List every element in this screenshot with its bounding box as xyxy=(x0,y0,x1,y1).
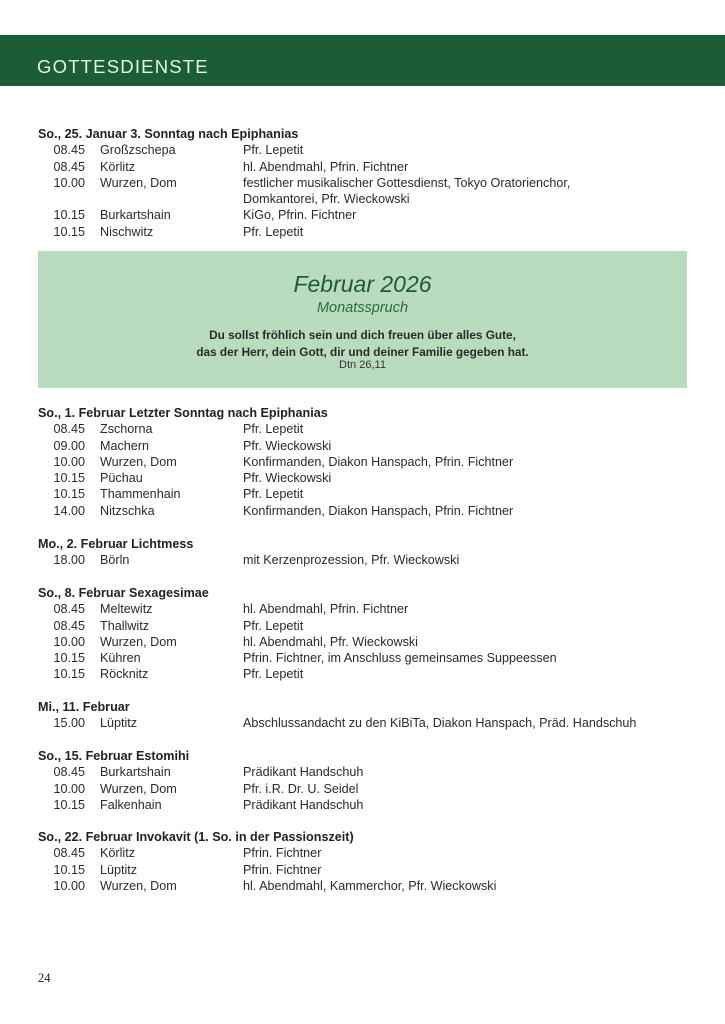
monthly-verse xyxy=(38,327,687,360)
service-description: KiGo, Pfrin. Fichtner xyxy=(243,208,357,223)
service-day xyxy=(38,585,698,683)
service-description: hl. Abendmahl, Pfrin. Fichtner xyxy=(243,159,409,174)
monthly-verse-box xyxy=(38,251,687,388)
service-time: 15.00 xyxy=(53,716,85,731)
service-place: Lüptitz xyxy=(100,716,138,731)
verse-line: Du sollst fröhlich sein und dich freuen über alles Gute, xyxy=(209,328,516,342)
service-day xyxy=(38,405,698,519)
service-row xyxy=(38,650,698,666)
service-description: Prädikant Handschuh xyxy=(243,797,364,812)
service-row xyxy=(38,470,698,486)
service-time: 10.00 xyxy=(53,781,85,796)
service-description: Pfr. Wieckowski xyxy=(243,471,332,486)
service-time: 10.15 xyxy=(53,651,85,666)
service-day xyxy=(38,699,698,732)
service-row xyxy=(38,781,698,797)
service-day xyxy=(38,126,698,240)
service-description: Pfr. Lepetit xyxy=(243,618,304,633)
service-description: Pfr. Lepetit xyxy=(243,224,304,239)
service-place: Großzschepa xyxy=(100,143,176,158)
service-day-heading: So., 25. Januar 3. Sonntag nach Epiphanias xyxy=(38,127,299,141)
service-day-heading: Mo., 2. Februar Lichtmess xyxy=(38,537,194,551)
service-row xyxy=(38,552,698,568)
service-row xyxy=(38,421,698,437)
service-row xyxy=(38,878,698,894)
service-day-heading: So., 15. Februar Estomihi xyxy=(38,749,190,763)
service-description: Pfr. Lepetit xyxy=(243,487,304,502)
service-day xyxy=(38,748,698,813)
service-day xyxy=(38,536,698,569)
service-day-heading: Mi., 11. Februar xyxy=(38,700,130,714)
service-row xyxy=(38,503,698,519)
service-time: 10.15 xyxy=(53,862,85,877)
service-description: Pfrin. Fichtner xyxy=(243,846,322,861)
service-time: 10.00 xyxy=(53,634,85,649)
service-row xyxy=(38,666,698,682)
service-description: Konfirmanden, Diakon Hanspach, Pfrin. Fichtner xyxy=(243,454,514,469)
service-description: hl. Abendmahl, Pfr. Wieckowski xyxy=(243,634,418,649)
service-time: 10.15 xyxy=(53,208,85,223)
service-place: Börln xyxy=(100,553,130,568)
verse-line: das der Herr, dein Gott, dir und deiner Familie gegeben hat. xyxy=(196,344,529,359)
service-time: 08.45 xyxy=(53,143,85,158)
service-row xyxy=(38,618,698,634)
service-place: Lüptitz xyxy=(100,862,138,877)
service-place: Wurzen, Dom xyxy=(100,634,177,649)
month-title: Februar 2026 xyxy=(293,271,432,297)
service-time: 08.45 xyxy=(53,602,85,617)
service-time: 18.00 xyxy=(53,553,85,568)
service-row xyxy=(38,486,698,502)
service-place: Körlitz xyxy=(100,159,135,174)
service-row xyxy=(38,715,698,731)
service-row xyxy=(38,175,698,191)
service-place: Wurzen, Dom xyxy=(100,175,177,190)
service-place: Püchau xyxy=(100,471,143,486)
service-row xyxy=(38,601,698,617)
service-time: 10.15 xyxy=(53,487,85,502)
service-time: 14.00 xyxy=(53,503,85,518)
service-description: Pfrin. Fichtner, im Anschluss gemeinsames Suppeessen xyxy=(243,651,557,666)
service-description: Pfr. Lepetit xyxy=(243,143,304,158)
service-row xyxy=(38,634,698,650)
service-place: Falkenhain xyxy=(100,797,162,812)
service-place: Nischwitz xyxy=(100,224,154,239)
service-day-heading: So., 1. Februar Letzter Sonntag nach Epiphanias xyxy=(38,406,328,420)
service-description: hl. Abendmahl, Kammerchor, Pfr. Wieckowski xyxy=(243,878,497,893)
service-row xyxy=(38,159,698,175)
service-row xyxy=(38,224,698,240)
service-day-heading: So., 22. Februar Invokavit (1. So. in der Passionszeit) xyxy=(38,830,354,844)
service-time: 08.45 xyxy=(53,422,85,437)
service-description: festlicher musikalischer Gottesdienst, Tokyo Oratorienchor, xyxy=(243,175,571,190)
service-row xyxy=(38,142,698,158)
service-place: Machern xyxy=(100,438,149,453)
service-row xyxy=(38,845,698,861)
service-time: 10.00 xyxy=(53,175,85,190)
service-time: 10.00 xyxy=(53,454,85,469)
service-description: Abschlussandacht zu den KiBiTa, Diakon Hanspach, Präd. Handschuh xyxy=(243,716,637,731)
service-time: 10.15 xyxy=(53,471,85,486)
service-time: 10.15 xyxy=(53,224,85,239)
service-place: Wurzen, Dom xyxy=(100,878,177,893)
service-place: Burkartshain xyxy=(100,765,171,780)
service-row xyxy=(38,438,698,454)
service-place: Wurzen, Dom xyxy=(100,781,177,796)
service-description: Pfr. i.R. Dr. U. Seidel xyxy=(243,781,359,796)
service-description: Prädikant Handschuh xyxy=(243,765,364,780)
service-row xyxy=(38,797,698,813)
service-place: Körlitz xyxy=(100,846,135,861)
service-row xyxy=(38,207,698,223)
service-description: Pfr. Lepetit xyxy=(243,422,304,437)
service-time: 10.15 xyxy=(53,667,85,682)
service-description: Pfr. Lepetit xyxy=(243,667,304,682)
verse-reference: Dtn 26,11 xyxy=(339,359,386,371)
service-place: Thallwitz xyxy=(100,618,149,633)
service-day-heading: So., 8. Februar Sexagesimae xyxy=(38,586,209,600)
service-row xyxy=(38,862,698,878)
service-description: mit Kerzenprozession, Pfr. Wieckowski xyxy=(243,553,460,568)
service-place: Zschorna xyxy=(100,422,153,437)
section-header-band xyxy=(0,35,725,86)
service-row xyxy=(38,764,698,780)
service-description: hl. Abendmahl, Pfrin. Fichtner xyxy=(243,602,409,617)
service-time: 08.45 xyxy=(53,846,85,861)
service-place: Thammenhain xyxy=(100,487,181,502)
service-time: 10.00 xyxy=(53,878,85,893)
service-time: 09.00 xyxy=(53,438,85,453)
service-place: Wurzen, Dom xyxy=(100,454,177,469)
service-description: Konfirmanden, Diakon Hanspach, Pfrin. Fichtner xyxy=(243,503,514,518)
service-day xyxy=(38,829,698,894)
service-place: Meltewitz xyxy=(100,602,153,617)
service-description: Pfr. Wieckowski xyxy=(243,438,332,453)
service-place: Burkartshain xyxy=(100,208,171,223)
service-row xyxy=(38,454,698,470)
service-time: 08.45 xyxy=(53,159,85,174)
service-time: 08.45 xyxy=(53,765,85,780)
service-time: 10.15 xyxy=(53,797,85,812)
service-place: Nitzschka xyxy=(100,503,155,518)
service-place: Röcknitz xyxy=(100,667,149,682)
page-title: GOTTESDIENSTE xyxy=(37,56,209,77)
month-subtitle: Monatsspruch xyxy=(316,300,409,316)
service-description: Domkantorei, Pfr. Wieckowski xyxy=(243,192,410,207)
page-number: 24 xyxy=(38,971,51,985)
service-row-continuation xyxy=(38,191,698,207)
service-place: Kühren xyxy=(100,651,141,666)
service-time: 08.45 xyxy=(53,618,85,633)
service-description: Pfrin. Fichtner xyxy=(243,862,322,877)
